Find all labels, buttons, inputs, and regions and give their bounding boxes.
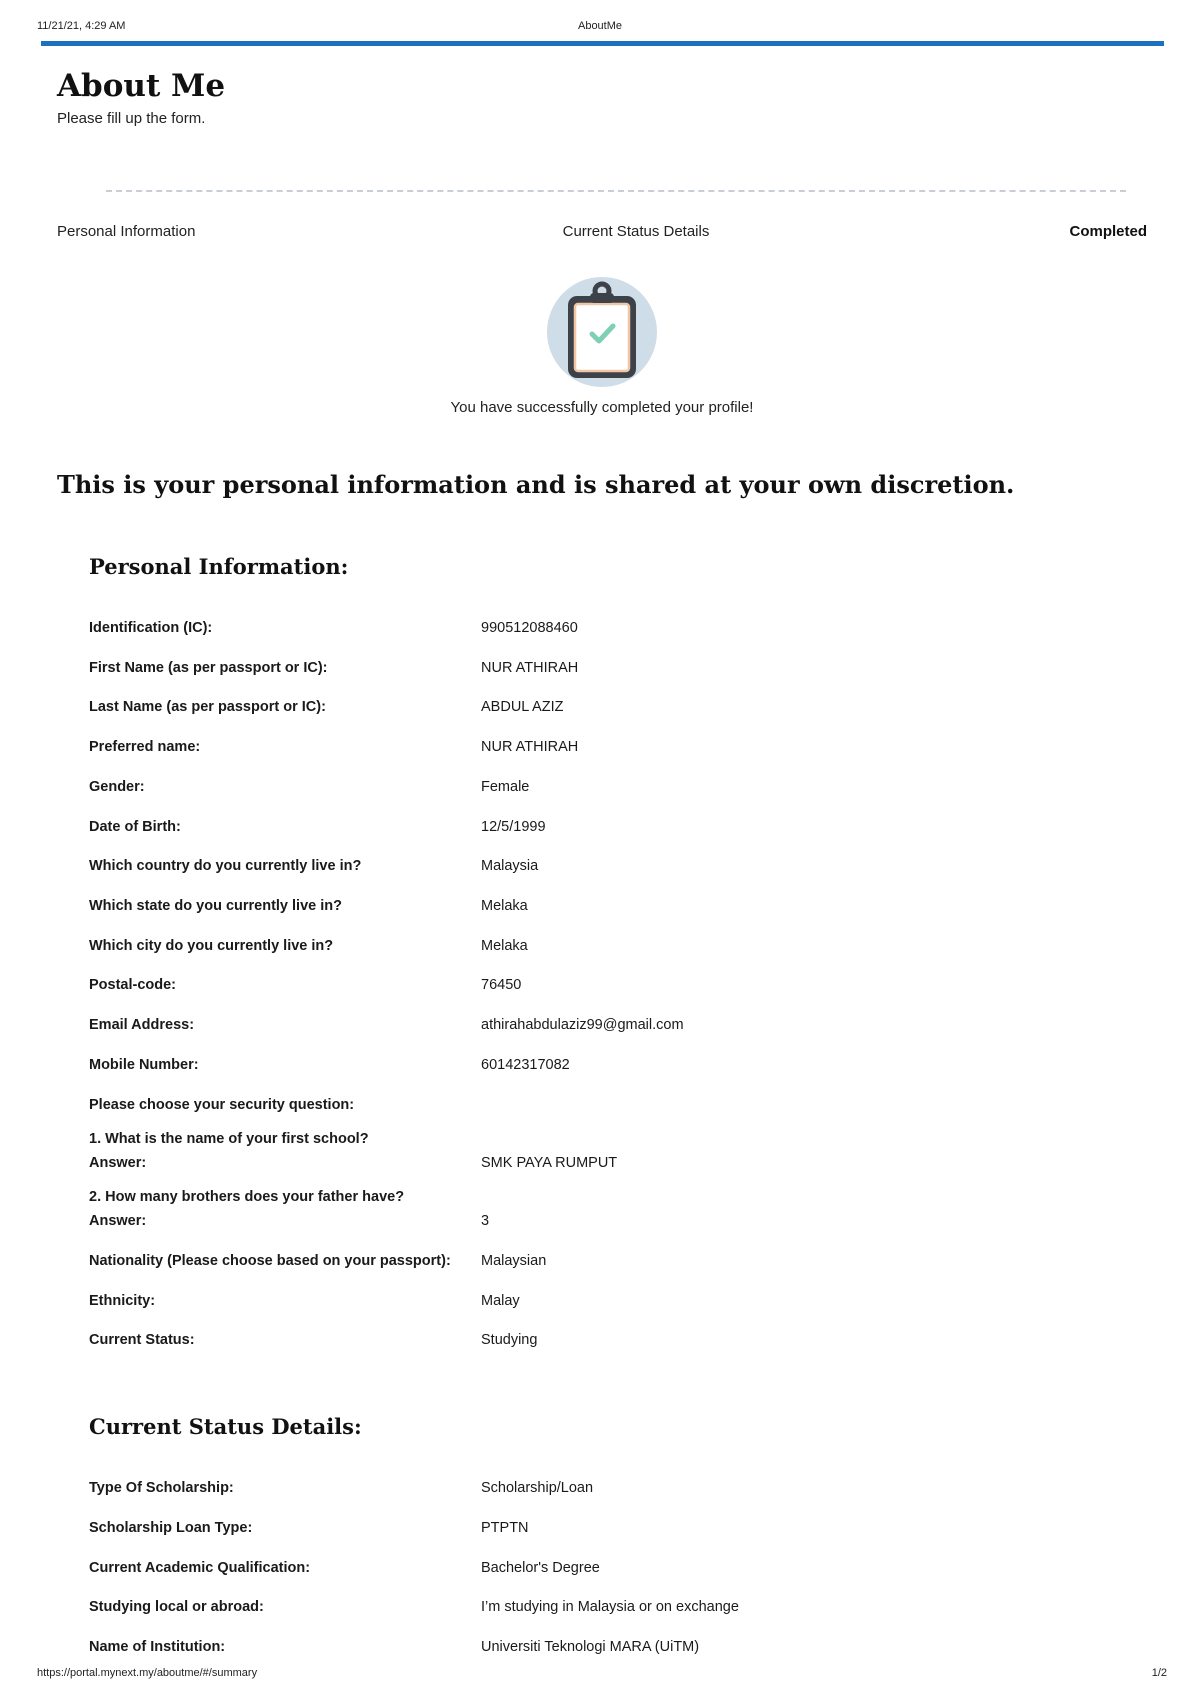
page-subtitle: Please fill up the form. — [57, 110, 206, 127]
page-title: About Me — [57, 68, 226, 104]
print-doc-title: AboutMe — [577, 20, 623, 32]
security-question-2: 2. How many brothers does your father have? — [89, 1189, 405, 1205]
field-value-ethnicity: Malay — [481, 1293, 520, 1309]
field-value-academic-qualification: Bachelor's Degree — [481, 1560, 600, 1576]
success-message: You have successfully completed your profile! — [450, 399, 754, 416]
step-current-status-details[interactable]: Current Status Details — [562, 223, 710, 240]
field-label-loan-type: Scholarship Loan Type: — [89, 1520, 253, 1536]
field-label-ic: Identification (IC): — [89, 620, 213, 636]
field-label-last-name: Last Name (as per passport or IC): — [89, 699, 326, 715]
field-value-nationality: Malaysian — [481, 1253, 547, 1269]
field-label-email: Email Address: — [89, 1017, 195, 1033]
field-value-institution: Universiti Teknologi MARA (UiTM) — [481, 1639, 700, 1655]
field-label-institution: Name of Institution: — [89, 1639, 226, 1655]
field-label-nationality: Nationality (Please choose based on your passport): — [89, 1253, 451, 1269]
field-value-email: athirahabdulaziz99@gmail.com — [481, 1017, 684, 1033]
field-label-academic-qualification: Current Academic Qualification: — [89, 1560, 311, 1576]
personal-information-title: Personal Information: — [89, 554, 349, 579]
security-answer-1: SMK PAYA RUMPUT — [481, 1155, 618, 1171]
security-question-1: 1. What is the name of your first school? — [89, 1131, 369, 1147]
field-label-city: Which city do you currently live in? — [89, 938, 334, 954]
stepper-dashed-line — [106, 190, 1126, 192]
field-label-first-name: First Name (as per passport or IC): — [89, 660, 328, 676]
discretion-heading: This is your personal information and is shared at your own discretion. — [57, 470, 1015, 499]
field-label-mobile: Mobile Number: — [89, 1057, 199, 1073]
field-value-country: Malaysia — [481, 858, 539, 874]
security-answer-2: 3 — [481, 1213, 490, 1229]
clipboard-check-icon — [547, 277, 657, 387]
print-page-number: 1/2 — [1151, 1667, 1167, 1679]
security-answer-1-label: Answer: — [89, 1155, 147, 1171]
field-value-city: Melaka — [481, 938, 528, 954]
field-value-scholarship-type: Scholarship/Loan — [481, 1480, 594, 1496]
field-label-date-of-birth: Date of Birth: — [89, 819, 181, 835]
field-label-current-status: Current Status: — [89, 1332, 195, 1348]
field-label-state: Which state do you currently live in? — [89, 898, 342, 914]
field-value-postal-code: 76450 — [481, 977, 522, 993]
print-datetime: 11/21/21, 4:29 AM — [37, 20, 126, 32]
security-question-prompt: Please choose your security question: — [89, 1097, 355, 1113]
top-accent-bar — [41, 41, 1164, 46]
field-label-preferred-name: Preferred name: — [89, 739, 201, 755]
field-value-last-name: ABDUL AZIZ — [481, 699, 564, 715]
field-label-study-location: Studying local or abroad: — [89, 1599, 264, 1615]
field-label-country: Which country do you currently live in? — [89, 858, 362, 874]
print-url: https://portal.mynext.my/aboutme/#/summary — [37, 1667, 258, 1679]
field-label-scholarship-type: Type Of Scholarship: — [89, 1480, 234, 1496]
field-label-gender: Gender: — [89, 779, 145, 795]
current-status-details-title: Current Status Details: — [89, 1414, 362, 1439]
field-value-study-location: I’m studying in Malaysia or on exchange — [481, 1599, 739, 1615]
field-label-postal-code: Postal-code: — [89, 977, 177, 993]
field-label-ethnicity: Ethnicity: — [89, 1293, 156, 1309]
step-personal-information[interactable]: Personal Information — [57, 223, 196, 240]
field-value-date-of-birth: 12/5/1999 — [481, 819, 546, 835]
field-value-ic: 990512088460 — [481, 620, 578, 636]
field-value-preferred-name: NUR ATHIRAH — [481, 739, 579, 755]
field-value-gender: Female — [481, 779, 530, 795]
field-value-mobile: 60142317082 — [481, 1057, 570, 1073]
step-completed[interactable]: Completed — [1069, 223, 1147, 240]
field-value-state: Melaka — [481, 898, 528, 914]
field-value-loan-type: PTPTN — [481, 1520, 529, 1536]
field-value-first-name: NUR ATHIRAH — [481, 660, 579, 676]
security-answer-2-label: Answer: — [89, 1213, 147, 1229]
field-value-current-status: Studying — [481, 1332, 538, 1348]
